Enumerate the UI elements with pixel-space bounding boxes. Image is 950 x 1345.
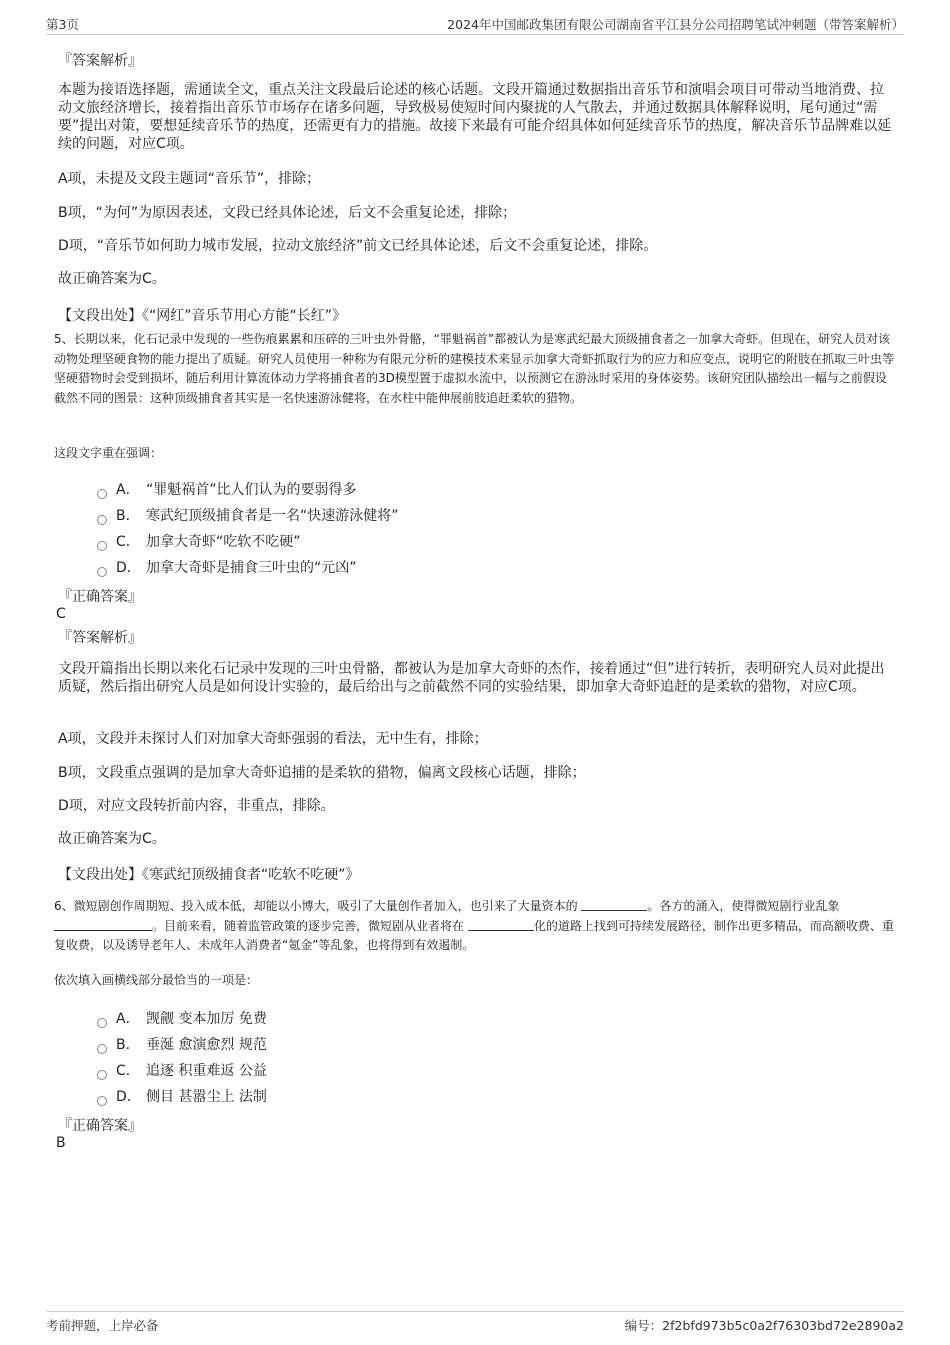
q6-option-a[interactable]: A． 觊觎 变本加厉 免费 — [97, 1010, 267, 1028]
radio-icon[interactable] — [97, 489, 107, 499]
document-title: 2024年中国邮政集团有限公司湖南省平江县分公司招聘笔试冲刺题（带答案解析） — [447, 17, 904, 32]
radio-icon[interactable] — [97, 1044, 107, 1054]
q5-correct-answer: C — [56, 606, 66, 622]
radio-icon[interactable] — [97, 1096, 107, 1106]
page-footer — [46, 1311, 904, 1334]
q4-option-d-note: D项，“音乐节如何助力城市发展，拉动文旅经济”前文已经具体论述，后文不会重复论述，排除。 — [58, 238, 658, 254]
q6-option-c[interactable]: C． 追逐 积重难返 公益 — [97, 1062, 267, 1080]
q6-correct-label: 『正确答案』 — [58, 1118, 142, 1134]
radio-icon[interactable] — [97, 541, 107, 551]
q5-source: 【文段出处】《寒武纪顶级捕食者“吃软不吃硬”》 — [58, 867, 360, 883]
blank-3[interactable] — [468, 918, 534, 931]
document-code: 编号：2f2bfd973b5c0a2f76303bd72e2890a2 — [624, 1318, 904, 1333]
q4-analysis-label: 『答案解析』 — [58, 53, 142, 69]
footer-slogan: 考前押题，上岸必备 — [46, 1318, 159, 1333]
radio-icon[interactable] — [97, 515, 107, 525]
q6-option-b[interactable]: B． 垂涎 愈演愈烈 规范 — [97, 1036, 267, 1054]
page-number: 第3页 — [46, 17, 79, 32]
page-header — [46, 14, 904, 35]
blank-1[interactable] — [581, 898, 647, 911]
q5-conclusion: 故正确答案为C。 — [58, 831, 166, 847]
q5-option-c[interactable]: C． 加拿大奇虾“吃软不吃硬” — [97, 533, 301, 551]
q4-analysis-text: 本题为接语选择题，需通读全文，重点关注文段最后论述的核心话题。文段开篇通过数据指出音乐节和演唱会项目可带动当地消费、拉动文旅经济增长，接着指出音乐节市场存在诸多问题，导致极易使短时间内聚拢的人气散去，并通过数据具体解释说明，尾句通过“需要”提出对策，要想延续音乐节的热度，还需更有力的措施。故接下来最有可能介绍具体如何延续音乐节的热度，解决音乐节品牌难以延续的问题，对应C项。 — [58, 82, 892, 152]
q5-option-d-note: D项，对应文段转折前内容，非重点，排除。 — [58, 798, 335, 814]
q5-option-a[interactable]: A． “罪魁祸首”比人们认为的要弱得多 — [97, 481, 357, 499]
q5-option-d[interactable]: D． 加拿大奇虾是捕食三叶虫的“元凶” — [97, 559, 357, 577]
q4-option-b-note: B项，“为何”为原因表述，文段已经具体论述，后文不会重复论述，排除； — [58, 205, 517, 221]
q5-stem: 5、长期以来，化石记录中发现的一些伤痕累累和压碎的三叶虫外骨骼，“罪魁祸首”都被认为是寒武纪最大顶级捕食者之一加拿大奇虾。但现在，研究人员对该动物处理坚硬食物的能力提出了质疑。研究人员使用一种称为有限元分析的建模技术来显示加拿大奇虾抓取行为的应力和应变点，说明它的附肢在抓取三叶虫等坚硬猎物时会受到损坏，随后利用计算流体动力学将捕食者的3D模型置于虚拟水流中，以预测它在游泳时采用的身体姿势。该研究团队描绘出一幅与之前假设截然不同的图景：这种顶级捕食者其实是一名快速游泳健将，在水柱中能伸展前肢追赶柔软的猎物。 — [54, 332, 895, 405]
q5-analysis-label: 『答案解析』 — [58, 630, 142, 646]
q5-option-a-note: A项，文段并未探讨人们对加拿大奇虾强弱的看法，无中生有，排除； — [58, 731, 488, 747]
q6-correct-answer: B — [56, 1135, 66, 1151]
q5-prompt: 这段文字重在强调： — [54, 446, 163, 460]
q6-stem: 6、微短剧创作周期短、投入成本低，却能以小博大，吸引了大量创作者加入，也引来了大量资本的 。各方的涌入，使得微短剧行业乱象 。目前来看，随着监管政策的逐步完善，微短剧从业者将在 化的道路上找到可持续发展路径，制作出更多精品，而高额收费、重复收费，以及诱导老年人、未成年人消费者“氪金”等乱象，也将得到有效遏制。 — [54, 899, 894, 952]
q6-prompt: 依次填入画横线部分最恰当的一项是： — [54, 973, 259, 987]
q4-conclusion: 故正确答案为C。 — [58, 271, 166, 287]
q5-option-b[interactable]: B． 寒武纪顶级捕食者是一名“快速游泳健将” — [97, 507, 399, 525]
q6-option-d[interactable]: D． 侧目 甚嚣尘上 法制 — [97, 1088, 267, 1106]
q4-source: 【文段出处】《“网红”音乐节用心方能“长红”》 — [58, 308, 347, 324]
q4-option-a-note: A项，未提及文段主题词“音乐节”，排除； — [58, 171, 321, 187]
q5-correct-label: 『正确答案』 — [58, 589, 142, 605]
radio-icon[interactable] — [97, 1070, 107, 1080]
q5-option-b-note: B项，文段重点强调的是加拿大奇虾追捕的是柔软的猎物，偏离文段核心话题，排除； — [58, 765, 586, 781]
radio-icon[interactable] — [97, 1018, 107, 1028]
q5-analysis-text: 文段开篇指出长期以来化石记录中发现的三叶虫骨骼，都被认为是加拿大奇虾的杰作，接着通过“但”进行转折，表明研究人员对此提出质疑，然后指出研究人员是如何设计实验的，最后给出与之前截然不同的实验结果，即加拿大奇虾追赶的是柔软的猎物，对应C项。 — [58, 661, 885, 695]
radio-icon[interactable] — [97, 567, 107, 577]
blank-2[interactable] — [54, 918, 152, 931]
